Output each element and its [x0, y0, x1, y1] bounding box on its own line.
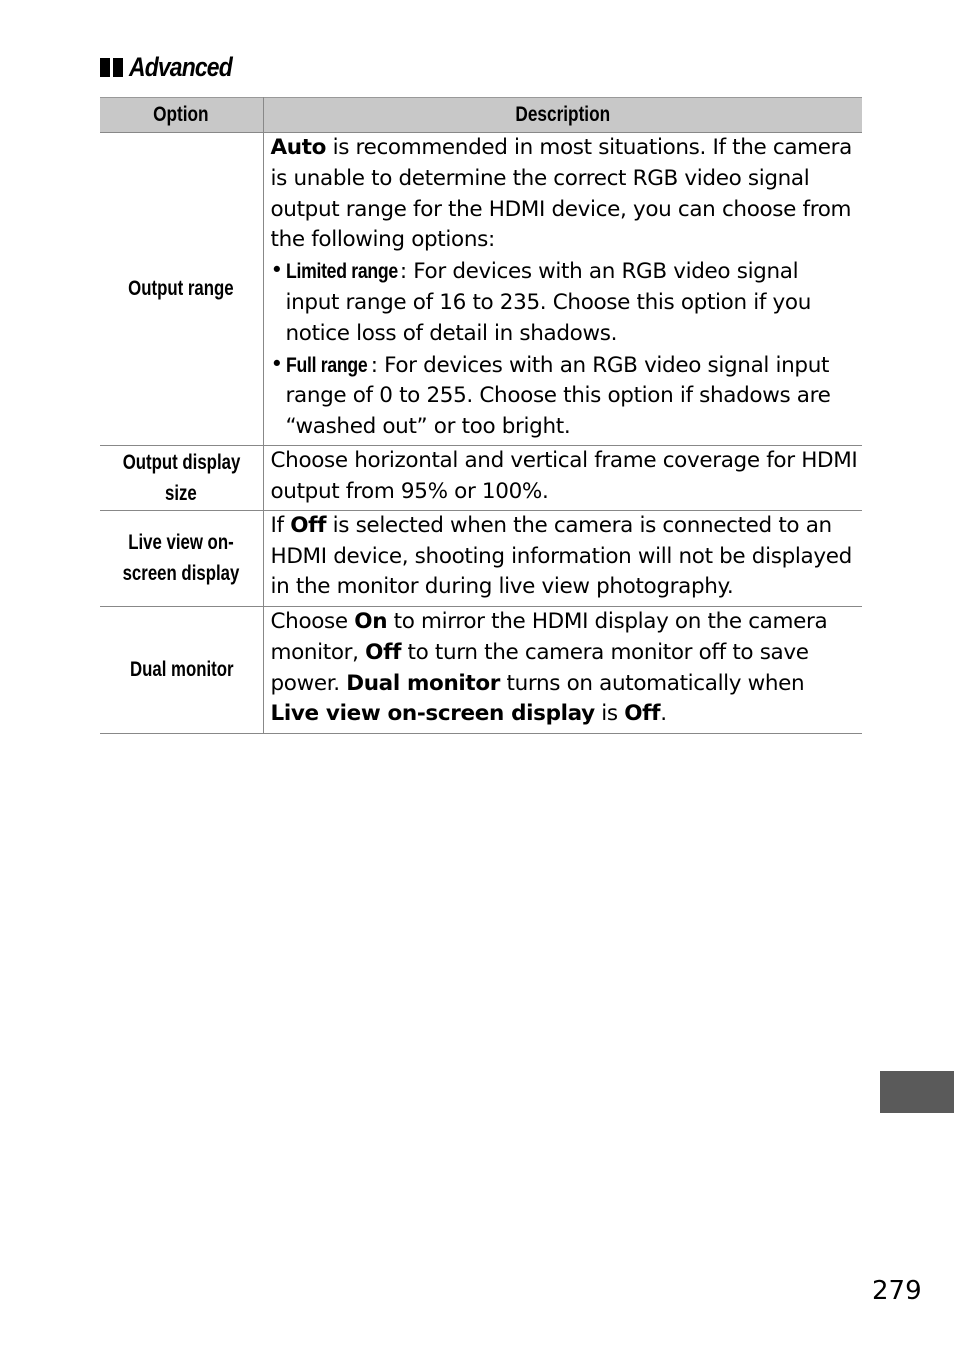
output-range-intro: Auto is recommended in most situations. If the camera is unable to determine the correct RGB video signal output range for the HDMI device, you can choose from the following options: — [270, 135, 852, 253]
chapter-thumb-tab — [880, 1071, 954, 1113]
option-dual-monitor: Dual monitor — [100, 606, 263, 733]
table-row-live-view-display — [100, 510, 862, 606]
column-header-description: Description — [263, 98, 862, 133]
description-dual-monitor: Choose On to mirror the HDMI display on the camera monitor, Off to turn the camera monitor off to save power. Dual monitor turns on automatically when Live view on-screen display is Off. — [263, 606, 862, 733]
table-row-output-display-size — [100, 445, 862, 510]
table-header-row — [100, 98, 862, 133]
option-output-range: Output range — [100, 133, 263, 446]
list-item: • Limited range : For devices with an RGB video signal input range of 16 to 235. Choose this option if you notice loss of detail in shadows. — [270, 258, 811, 346]
option-output-display-size: Output display size — [100, 445, 263, 510]
option-live-view-display: Live view on- screen display — [100, 510, 263, 606]
section-title: Advanced — [129, 51, 232, 82]
page-number: 279 — [872, 1276, 922, 1306]
options-table — [100, 97, 862, 734]
list-item: • Full range : For devices with an RGB video signal input range of 0 to 255. Choose this option if shadows are “washed out” or too bright. — [270, 351, 831, 440]
double-square-icon — [100, 58, 123, 77]
description-output-range — [263, 133, 862, 446]
column-header-option: Option — [100, 98, 263, 133]
table-row-output-range — [100, 133, 862, 446]
output-range-options — [271, 256, 859, 443]
section-heading — [100, 48, 250, 86]
description-live-view-display: If Off is selected when the camera is connected to an HDMI device, shooting information will not be displayed in the monitor during live view photography. — [263, 510, 862, 606]
description-output-display-size: Choose horizontal and vertical frame coverage for HDMI output from 95% or 100%. — [263, 445, 862, 510]
table-row-dual-monitor — [100, 606, 862, 733]
